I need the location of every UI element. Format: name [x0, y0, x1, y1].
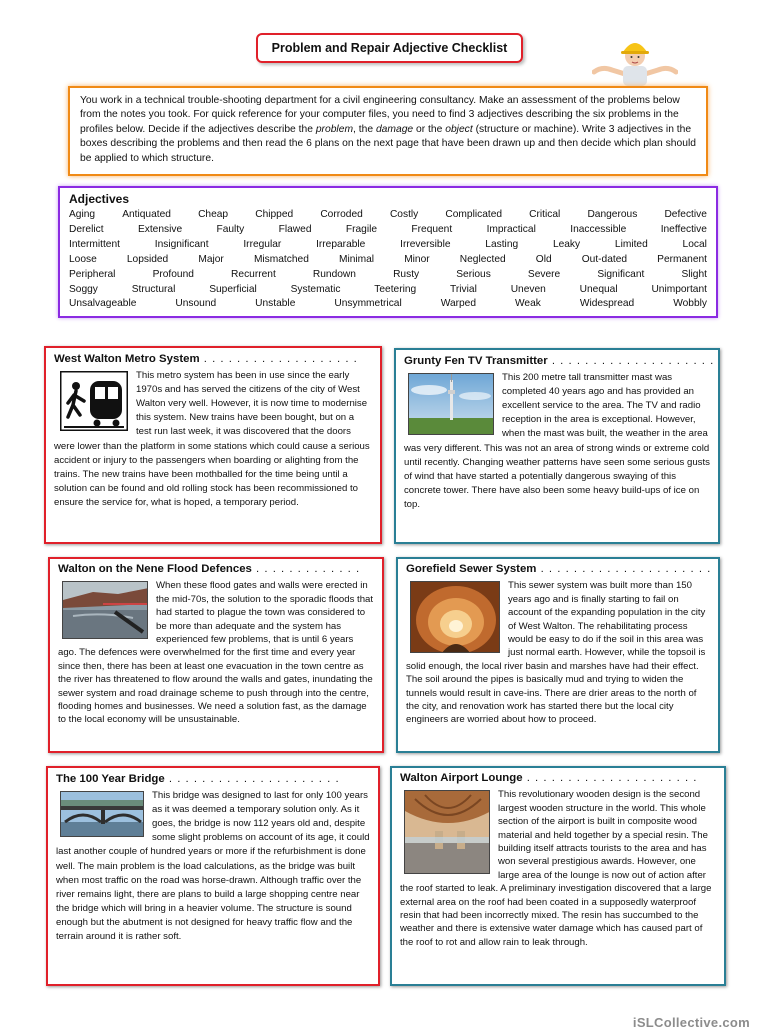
- adjective-word: Unstable: [255, 298, 296, 310]
- adjective-word: Severe: [527, 268, 561, 280]
- adjective-word: Warped: [440, 298, 476, 310]
- adjective-word: Weak: [514, 298, 541, 310]
- adjective-word: Limited: [614, 238, 648, 250]
- card-body: This metro system has been in use since the early 1970s and has served the citizens of the city of West Walton very well. However, it is now time to modernise this system. New trains have been bought, but on a test run last week, it was discovered that the doors were lower than the platform in some stations which could cause a serious accident or injury to the passengers when boarding or alighting from the trains. The new trains have been mothballed for the time being until a solution can be found and old rolling stock has been recommissioned to ensure the service for, what is hoped, a temporary period.: [54, 370, 370, 508]
- adjective-word: Rundown: [312, 268, 356, 280]
- adjective-word: Rusty: [393, 268, 420, 280]
- adjective-row: [69, 283, 707, 298]
- adjective-word: Mismatched: [253, 253, 309, 265]
- card-body: This bridge was designed to last for only 100 years as it was deemed a temporary solution only. As it goes, the bridge is now 112 years old and, despite some slight problems on account of its age, it could last another couple of hundred years or more if the refurbishment is done well. The main problem is the load calculations, as the bridge was built when most traffic on the road was horse-drawn. Although traffic over the river remains light, there are plans to build a large shopping centre near the bridge which will bring in a heavier volume. The structure is sound enough but the abutment is not designed for heavy traffic flow and the terrain around it is rather soft.: [56, 790, 370, 943]
- adjective-word: Loose: [69, 253, 97, 265]
- card-flood-defences: [48, 557, 384, 753]
- card-airport-lounge: [390, 766, 726, 986]
- adjective-word: Faulty: [216, 223, 245, 235]
- card-body: This sewer system was built more than 150 years ago and is finally starting to fail on account of the expanding population in the city of West Walton. The rehabilitating process would be easy to do if the soil in this area was just normal earth. However, while the topsoil is solid enough, the local river basin and marshes have had their effect. The soil around the pipes is basically mud and trying to widen the tunnels would result in cave-ins. There are drier areas to the north of the city, and renovation work has started there but the local city engineers are worried about how to proceed.: [406, 580, 706, 726]
- adjective-word: Irreversible: [400, 238, 451, 250]
- adjective-row: [69, 268, 707, 283]
- adjectives-heading: Adjectives: [69, 192, 130, 206]
- adjective-word: Widespread: [579, 298, 635, 310]
- card-body: This revolutionary wooden design is the second largest wooden structure in the world. This whole section of the airport is built in composite wood material and held together by a special resin. The building itself attracts tourists to the area and has won several prestigious awards. However, one large area of the lounge is now out of action after the roof started to leak. A preliminary investigation discovered that a large external area on the roof had been coated in a supposedly waterproof resin that had been incorrectly mixed. The resin has succumbed to the weather and there is extensive water damage which has caused part of the roof to rot and allow rain to leak through.: [400, 789, 712, 948]
- adjective-word: Irregular: [243, 238, 282, 250]
- adjective-word: Teetering: [374, 283, 417, 295]
- airport-lounge-photo: [404, 790, 490, 874]
- adjective-word: Minor: [404, 253, 430, 265]
- adjective-word: Serious: [456, 268, 491, 280]
- card-sewer-system: [396, 557, 720, 753]
- card-100-year-bridge: [46, 766, 380, 986]
- adjective-word: Dangerous: [587, 209, 638, 220]
- adjective-word: Ineffective: [660, 223, 707, 235]
- adjective-word: Flawed: [278, 223, 312, 235]
- adjective-row: [69, 297, 707, 312]
- adjective-word: Critical: [529, 209, 561, 220]
- site-watermark: iSLCollective.com: [632, 1015, 750, 1030]
- card-title: Walton Airport Lounge . . . . . . . . . . . . . . . . . . . . .: [400, 772, 698, 784]
- card-title: Gorefield Sewer System . . . . . . . . . . . . . . . . . . . . .: [406, 563, 712, 575]
- adjective-word: Uneven: [510, 283, 546, 295]
- adjective-word: Complicated: [445, 209, 503, 220]
- adjective-word: Unsound: [175, 298, 217, 310]
- engineer-illustration: [592, 36, 678, 86]
- adjective-word: Permanent: [657, 253, 707, 265]
- adjective-word: Aging: [69, 209, 96, 220]
- adjective-word: Impractical: [486, 223, 536, 235]
- adjective-word: Minimal: [338, 253, 375, 265]
- adjective-word: Lopsided: [126, 253, 169, 265]
- adjective-word: Irreparable: [316, 238, 366, 250]
- adjectives-list: [69, 208, 707, 312]
- adjective-word: Superficial: [209, 283, 257, 295]
- adjective-row: [69, 208, 707, 223]
- adjective-word: Peripheral: [69, 268, 116, 280]
- page-title: Problem and Repair Adjective Checklist: [256, 33, 523, 63]
- flood-photo: [62, 581, 148, 639]
- adjective-word: Wobbly: [673, 298, 707, 310]
- card-title: West Walton Metro System . . . . . . . . . . . . . . . . . . .: [54, 353, 358, 365]
- adjective-word: Inaccessible: [570, 223, 627, 235]
- adjective-word: Defective: [664, 209, 707, 220]
- adjective-word: Out-dated: [581, 253, 628, 265]
- card-title: Grunty Fen TV Transmitter . . . . . . . . . . . . . . . . . . . .: [404, 355, 715, 367]
- adjective-word: Unequal: [579, 283, 618, 295]
- adjective-word: Soggy: [69, 283, 98, 295]
- adjective-word: Extensive: [137, 223, 183, 235]
- card-title: Walton on the Nene Flood Defences . . . . . . . . . . . . .: [58, 563, 361, 575]
- adjective-word: Derelict: [69, 223, 104, 235]
- adjective-word: Costly: [389, 209, 419, 220]
- adjective-word: Old: [535, 253, 552, 265]
- card-body: This 200 metre tall transmitter mast was completed 40 years ago and has provided an excellent service to the area. The TV and radio reception in the area is exceptional. However, when the mast was built, the weather in the area was very different. This was not an area of strong winds or extreme cold until recently. Changing weather patterns have seen some serious gusts of wind that have started a potentially dangerous swaying of this concrete tower. There have also been some heavy build-ups of ice on top.: [404, 372, 710, 510]
- adjective-row: [69, 253, 707, 268]
- card-title: The 100 Year Bridge . . . . . . . . . . . . . . . . . . . . .: [56, 773, 340, 785]
- adjective-word: Leaky: [552, 238, 581, 250]
- adjective-word: Local: [682, 238, 707, 250]
- adjective-word: Insignificant: [154, 238, 209, 250]
- adjective-word: Systematic: [290, 283, 341, 295]
- adjective-row: [69, 238, 707, 253]
- adjective-word: Unimportant: [651, 283, 707, 295]
- adjective-word: Lasting: [485, 238, 519, 250]
- card-body: When these flood gates and walls were erected in the mid-70s, the solution to the sporadic floods that had started to plague the town was considered to be more than adequate and the system has experienced few problems, that is until 6 years ago. The defences were overwhelmed for the first time and every year since then, there has been at least one evacuation in the town centre as the river has threatened to flow around the walls and gates, inundating the sewer system and road drainage scheme to push through into the centre, flooding homes and businesses. We need a solution fast, as the damage to the local economy will be unsustainable.: [58, 580, 374, 726]
- adjective-word: Recurrent: [231, 268, 276, 280]
- adjective-word: Significant: [597, 268, 645, 280]
- adjective-word: Slight: [681, 268, 707, 280]
- adjective-word: Cheap: [198, 209, 229, 220]
- card-tv-transmitter: [394, 348, 720, 544]
- adjective-word: Structural: [131, 283, 176, 295]
- adjective-row: [69, 223, 707, 238]
- adjective-word: Chipped: [255, 209, 294, 220]
- transmitter-photo: [408, 373, 494, 435]
- adjective-word: Frequent: [411, 223, 453, 235]
- adjective-word: Antiquated: [122, 209, 171, 220]
- bridge-photo: [60, 791, 144, 837]
- sewer-photo: [410, 581, 500, 653]
- adjective-word: Intermittent: [69, 238, 120, 250]
- adjective-word: Major: [198, 253, 224, 265]
- card-metro-system: [44, 346, 382, 544]
- adjective-word: Unsalvageable: [69, 298, 137, 310]
- instructions-box: You work in a technical trouble-shooting department for a civil engineering consultancy. Make an assessment of the problems below from the notes you took. For quick reference for your computer files, you need to find 3 adjectives describing the six problems in the profiles below. Decide if the adjectives describe the problem, the damage or the object (structure or machine). Write 3 adjectives in the boxes describing the problems and then read the 6 plans on the next page that have been drawn up and then decide which plan should be applied to which structure.: [68, 86, 708, 176]
- adjective-word: Fragile: [345, 223, 378, 235]
- adjectives-box: [58, 186, 718, 318]
- adjective-word: Trivial: [450, 283, 477, 295]
- adjective-word: Profound: [152, 268, 194, 280]
- adjective-word: Neglected: [459, 253, 506, 265]
- adjective-word: Unsymmetrical: [334, 298, 402, 310]
- adjective-word: Corroded: [320, 209, 363, 220]
- train-icon: [60, 371, 128, 431]
